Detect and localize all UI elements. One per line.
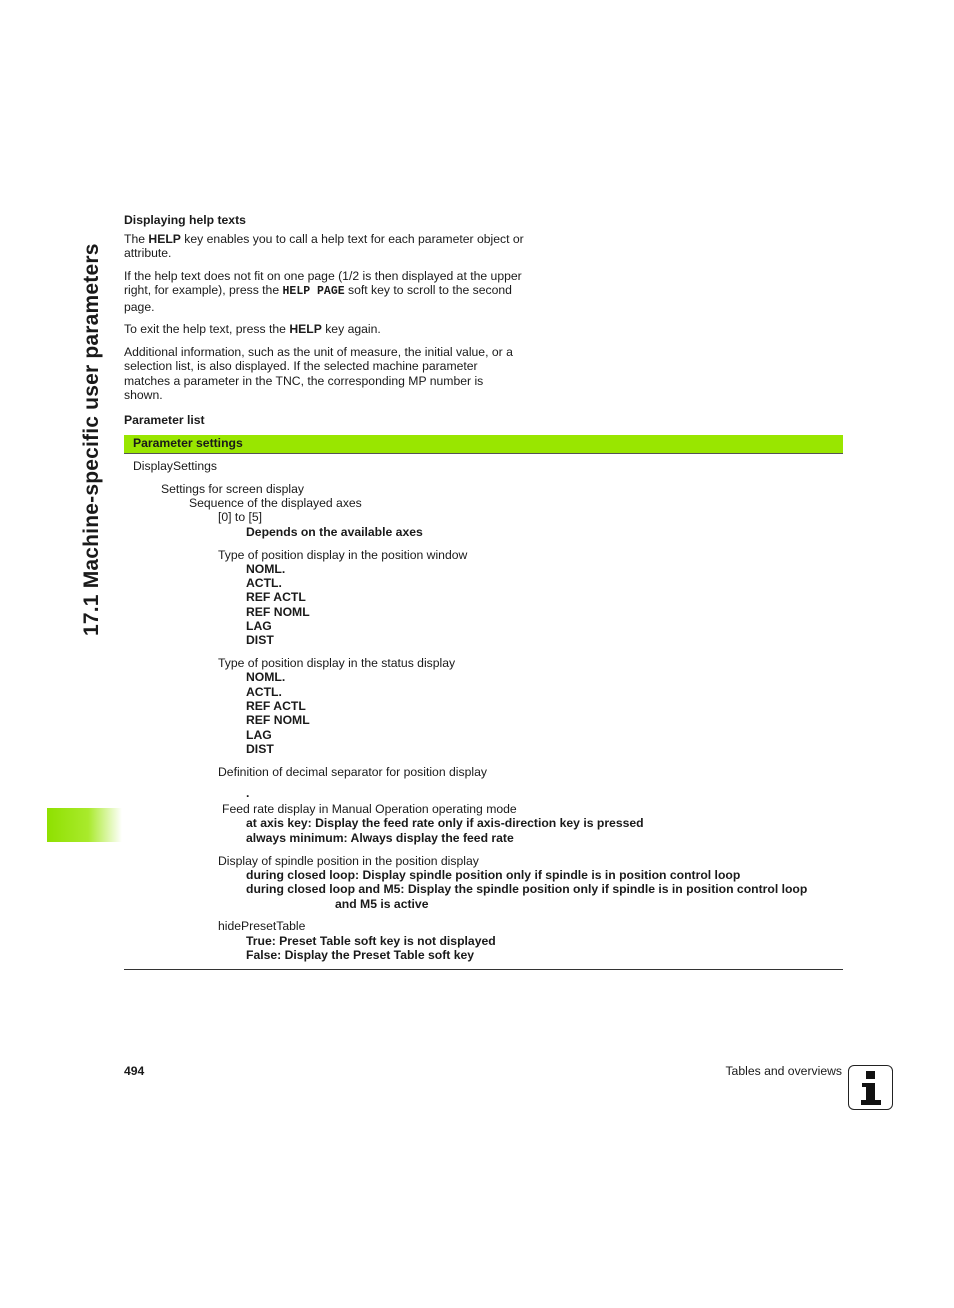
- parameter-value: NOML.: [246, 562, 286, 576]
- parameter-entry: Type of position display in the position window: [218, 548, 468, 562]
- parameter-value: at axis key: Display the feed rate only if axis-direction key is pressed: [246, 816, 644, 830]
- parameter-entry: Definition of decimal separator for position display: [218, 765, 487, 779]
- text-fragment: If the help text does not fit on one page (1/2 is then displayed at the upper right, for example), press the: [124, 268, 522, 297]
- parameter-value: LAG: [246, 728, 272, 742]
- chapter-tab-marker: [47, 808, 122, 842]
- table-bottom-rule: [124, 969, 843, 970]
- parameter-value: True: Preset Table soft key is not displayed: [246, 934, 496, 948]
- help-heading: Displaying help texts: [124, 213, 246, 227]
- text-fragment: key enables you to call a help text for each parameter object or attribute.: [124, 231, 524, 260]
- parameter-value: NOML.: [246, 670, 286, 684]
- parameter-value: DIST: [246, 742, 274, 756]
- chapter-title: 17.1 Machine-specific user parameters: [80, 243, 103, 636]
- text-fragment: soft key to scroll to the second page.: [124, 283, 512, 314]
- table-header-label: Parameter settings: [133, 436, 243, 450]
- parameter-value: ACTL.: [246, 685, 282, 699]
- text-fragment: To exit the help text, press the: [124, 322, 290, 336]
- parameter-entry: Display of spindle position in the position display: [218, 854, 479, 868]
- help-paragraph-1: [124, 232, 524, 261]
- info-icon: [848, 1065, 893, 1110]
- parameter-value: LAG: [246, 619, 272, 633]
- info-icon-glyph: [856, 1070, 886, 1106]
- parameter-entry: Type of position display in the status display: [218, 656, 456, 670]
- softkey-ref: HELP PAGE: [282, 285, 345, 298]
- parameter-value: REF ACTL: [246, 590, 306, 604]
- parameter-entry: hidePresetTable: [218, 919, 306, 933]
- text-fragment: key again.: [321, 322, 381, 336]
- parameter-value: .: [246, 786, 250, 800]
- page-number: 494: [124, 1064, 145, 1078]
- parameter-list-heading: Parameter list: [124, 413, 205, 427]
- parameter-value: REF NOML: [246, 605, 310, 619]
- parameter-value: during closed loop and M5: Display the spindle position only if spindle is in position control loop: [246, 882, 808, 896]
- footer-section-name: Tables and overviews: [725, 1064, 842, 1078]
- parameter-value: always minimum: Always display the feed rate: [246, 831, 514, 845]
- parameter-value: and M5 is active: [335, 897, 429, 911]
- help-paragraph-4: Additional information, such as the unit of measure, the initial value, or a selection list, is also displayed. If the selected machine parameter matches a parameter in the TNC, the corresponding MP number is shown.: [124, 344, 513, 402]
- text-fragment: The: [124, 231, 149, 246]
- parameter-value: REF ACTL: [246, 699, 306, 713]
- help-section: [124, 213, 524, 411]
- parameter-entry: Feed rate display in Manual Operation operating mode: [222, 802, 517, 816]
- table-header: [124, 435, 843, 454]
- parameter-value: Depends on the available axes: [246, 525, 423, 539]
- help-key-ref: HELP: [289, 322, 322, 336]
- parameter-entry: Settings for screen display: [161, 482, 304, 496]
- help-paragraph-3: [124, 322, 524, 337]
- parameter-value: DIST: [246, 633, 274, 647]
- parameter-value: REF NOML: [246, 713, 310, 727]
- parameter-entry: [0] to [5]: [218, 510, 263, 524]
- parameter-entry: Sequence of the displayed axes: [189, 496, 362, 510]
- parameter-entry: DisplaySettings: [133, 459, 217, 473]
- parameter-value: during closed loop: Display spindle position only if spindle is in position control loop: [246, 868, 741, 882]
- help-key-ref: HELP: [148, 231, 181, 246]
- parameter-value: False: Display the Preset Table soft key: [246, 948, 475, 962]
- parameter-value: ACTL.: [246, 576, 282, 590]
- help-paragraph-2: [124, 269, 524, 315]
